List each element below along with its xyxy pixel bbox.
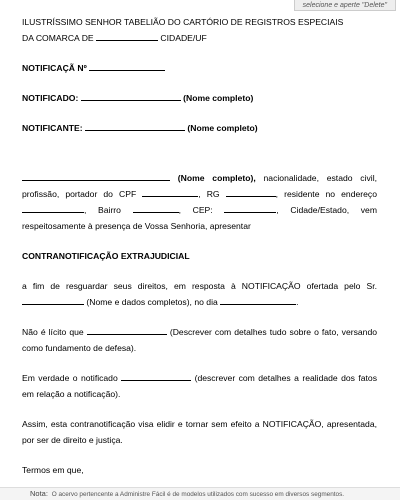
notifier-blank (85, 121, 185, 131)
paragraph-3-text-b: (descrever com detalhes a realidade dos fatos em relação a notificação). (22, 373, 377, 399)
paragraph-3 (22, 370, 377, 402)
header-line-2-start: DA COMARCA DE (22, 33, 94, 43)
notifier-label: NOTIFICANTE: (22, 123, 83, 133)
header-addressee (22, 14, 377, 46)
header-line-2-end: CIDADE/UF (160, 33, 207, 43)
qualification-paragraph (22, 170, 377, 234)
notification-number-label: NOTIFICAÇÃ Nº (22, 63, 87, 73)
paragraph-5: Termos em que, (22, 465, 84, 475)
sender-name-blank (22, 295, 84, 305)
paragraph-2 (22, 324, 377, 356)
comarca-blank (96, 31, 158, 41)
qualification-text-3: , RG (198, 189, 220, 199)
reality-blank (121, 371, 191, 381)
qualification-text-1: nacionalidade, estado civil, (263, 173, 378, 183)
paragraph-1-text-b: (Nome e dados completos), no dia (86, 297, 218, 307)
notified-field (22, 90, 377, 106)
notified-blank (81, 91, 181, 101)
cpf-blank (142, 187, 198, 197)
qualification-text-5: , Bairro (84, 205, 121, 215)
paragraph-1-text-c: . (296, 297, 299, 307)
cep-blank (224, 203, 276, 213)
bairro-blank (133, 203, 179, 213)
qualification-name-blank (22, 171, 170, 181)
notifier-field (22, 120, 377, 136)
rg-blank (226, 187, 276, 197)
qualification-name-hint: (Nome completo), (177, 173, 256, 183)
paragraph-2-text-a: Não é lícito que (22, 327, 84, 337)
document-body (22, 14, 377, 478)
qualification-text-6: , CEP: (178, 205, 213, 215)
date-blank (220, 295, 299, 307)
notification-number-blank (89, 61, 165, 71)
notified-hint: (Nome completo) (183, 93, 254, 103)
footer-note-text: O acervo pertencente a Administre Fácil é de modelos utilizados com sucesso em diversos segmentos. (51, 491, 345, 498)
paragraph-1 (22, 278, 377, 310)
paragraph-2-text-b: (Descrever com detalhes tudo sobre o fato, versando como fundamento de defesa). (22, 327, 378, 353)
delete-hint-note: selecione e aperte "Delete" (294, 0, 396, 11)
qualification-text-8: respeitosamente à presença de Vossa Senhoria, apresentar (22, 221, 251, 231)
notifier-hint: (Nome completo) (187, 123, 258, 133)
footer-note (0, 487, 400, 500)
notification-number-field (22, 60, 377, 76)
header-line-1: ILUSTRÍSSIMO SENHOR TABELIÃO DO CARTÓRIO DE REGISTROS ESPECIAIS (22, 17, 344, 27)
address-blank (22, 203, 84, 213)
notified-label: NOTIFICADO: (22, 93, 79, 103)
qualification-text-4: , residente no endereço (275, 189, 377, 199)
paragraph-4: Assim, esta contranotificação visa elidir e tornar sem efeito a NOTIFICAÇÃO, apresentada, por ser de direito e justiça. (22, 419, 377, 445)
fact-blank (87, 325, 167, 335)
qualification-text-7: , Cidade/Estado, vem (276, 205, 377, 215)
section-title: CONTRANOTIFICAÇÃO EXTRAJUDICIAL (22, 251, 190, 261)
footer-note-label: Nota: (30, 489, 48, 498)
qualification-text-2: profissão, portador do CPF (22, 189, 137, 199)
paragraph-1-text-a: a fim de resguardar seus direitos, em resposta à NOTIFICAÇÃO ofertada pelo Sr. (22, 281, 377, 291)
paragraph-3-text-a: Em verdade o notificado (22, 373, 118, 383)
